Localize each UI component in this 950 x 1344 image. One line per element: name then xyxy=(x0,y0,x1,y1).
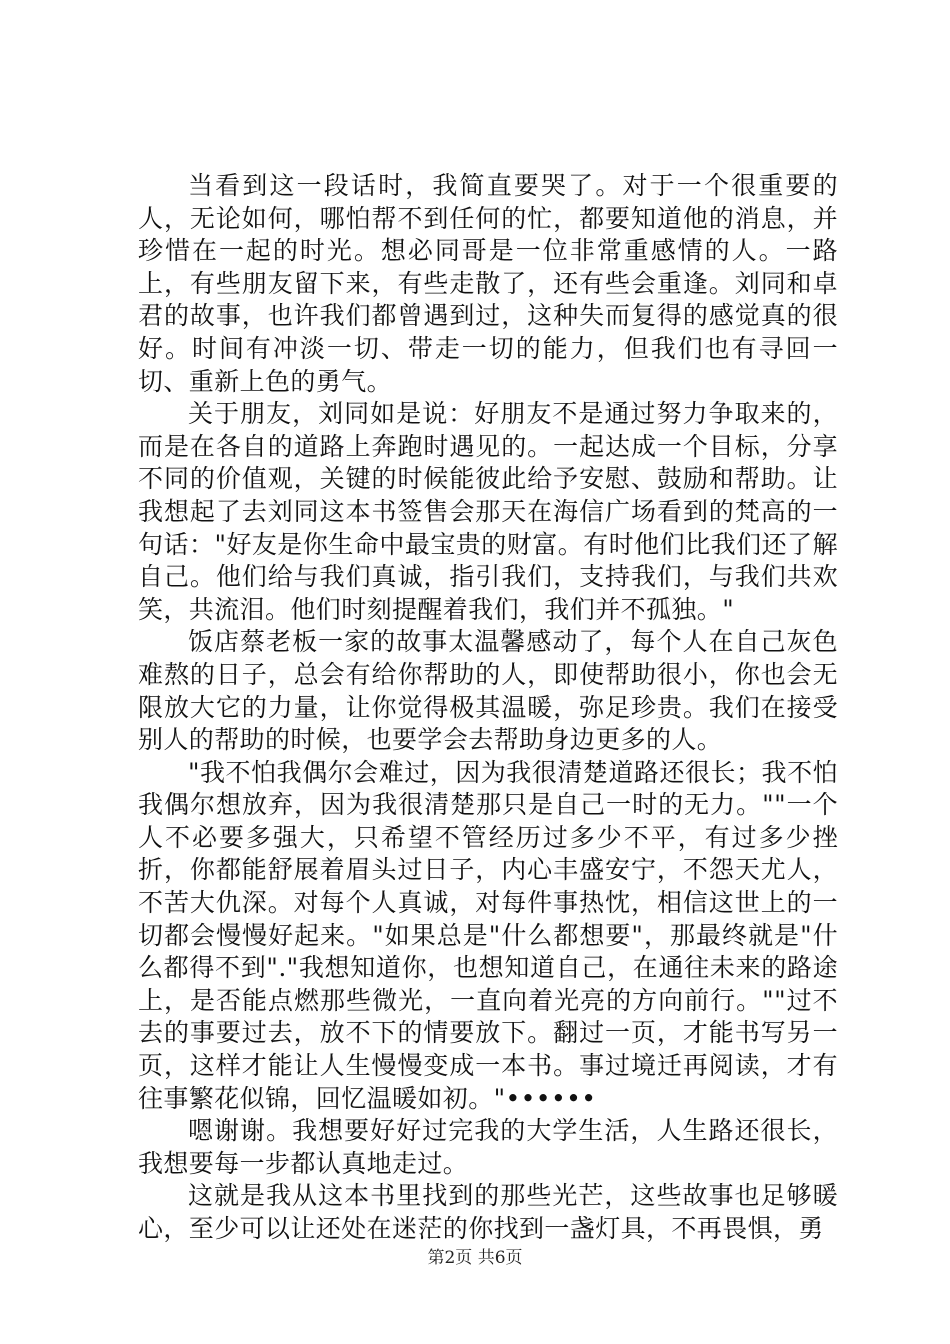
paragraph: 关于朋友，刘同如是说：好朋友不是通过努力争取来的，而是在各自的道路上奔跑时遇见的。一起达成一个目标，分享不同的价值观，关键的时候能彼此给予安慰、鼓励和帮助。让我想起了去刘同这本书签售会那天在海信广场看到的梵高的一句话："好友是你生命中最宝贵的财富。有时他们比我们还了解自己。他们给与我们真诚，指引我们，支持我们，与我们共欢笑，共流泪。他们时刻提醒着我们，我们并不孤独。" xyxy=(138,399,838,624)
paragraph: 这就是我从这本书里找到的那些光芒，这些故事也足够暖心，至少可以让还处在迷茫的你找到一盏灯具，不再畏惧，勇 xyxy=(138,1181,838,1243)
page-footer: 第2页 共6页 xyxy=(427,1248,523,1268)
paragraph: 当看到这一段话时，我简直要哭了。对于一个很重要的人，无论如何，哪怕帮不到任何的忙，都要知道他的消息，并珍惜在一起的时光。想必同哥是一位非常重感情的人。一路上，有些朋友留下来，有些走散了，还有些会重逢。刘同和卓君的故事，也许我们都曾遇到过，这种失而复得的感觉真的很好。时间有冲淡一切、带走一切的能力，但我们也有寻回一切、重新上色的勇气。 xyxy=(138,171,838,396)
paragraph: 嗯谢谢。我想要好好过完我的大学生活，人生路还很长，我想要每一步都认真地走过。 xyxy=(138,1116,838,1178)
document-body xyxy=(138,170,838,1246)
paragraph: 饭店蔡老板一家的故事太温馨感动了，每个人在自己灰色难熬的日子，总会有给你帮助的人，即使帮助很小，你也会无限放大它的力量，让你觉得极其温暖，弥足珍贵。我们在接受别人的帮助的时候，也要学会去帮助身边更多的人。 xyxy=(138,627,838,755)
paragraph: "我不怕我偶尔会难过，因为我很清楚道路还很长；我不怕我偶尔想放弃，因为我很清楚那只是自己一时的无力。""一个人不必要多强大，只希望不管经历过多少不平，有过多少挫折，你都能舒展着眉头过日子，内心丰盛安宁，不怨天尤人，不苦大仇深。对每个人真诚，对每件事热忱，相信这世上的一切都会慢慢好起来。"如果总是"什么都想要"，那最终就是"什么都得不到"."我想知道你，也想知道自己，在通往未来的路途上，是否能点燃那些微光，一直向着光亮的方向前行。""过不去的事要过去，放不下的情要放下。翻过一页，才能书写另一页，这样才能让人生慢慢变成一本书。事过境迁再阅读，才有往事繁花似锦，回忆温暖如初。"•••••• xyxy=(138,757,838,1113)
